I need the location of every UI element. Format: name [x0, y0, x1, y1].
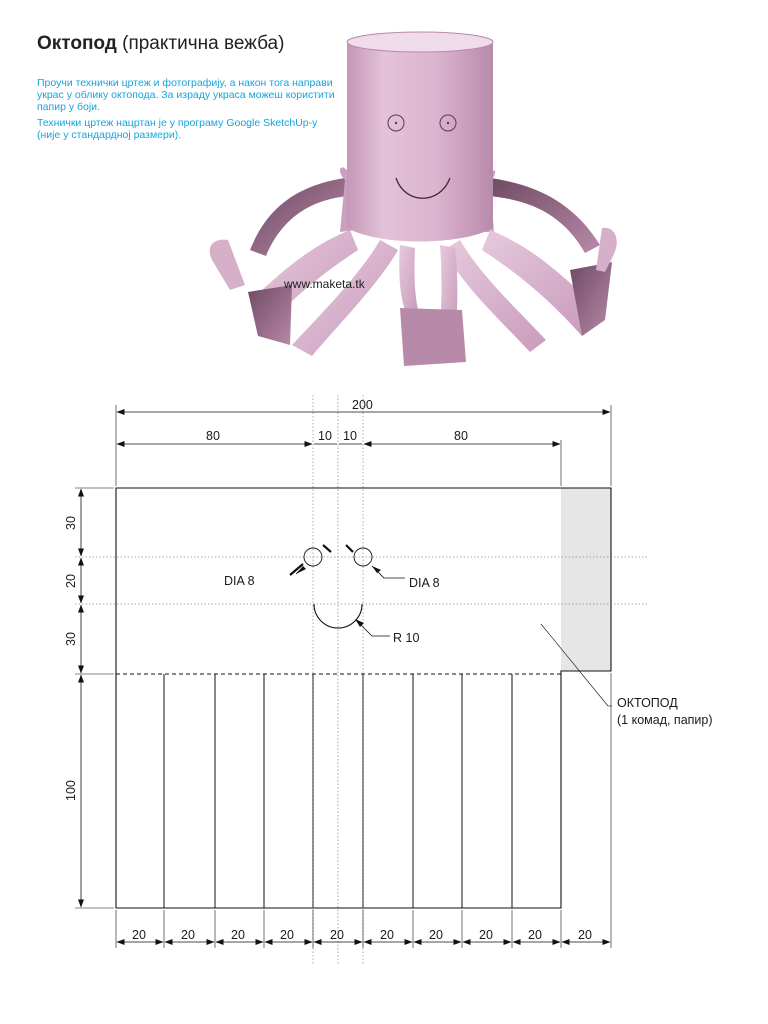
eye-left-label: DIA 8 [224, 574, 255, 588]
intro-paragraph-2: Технички цртеж нацртан је у програму Google SketchUp-у (није у стандардној размери). [37, 116, 318, 141]
strip-width-label: 20 [132, 928, 146, 942]
glue-tab [561, 488, 611, 671]
strip-width-labels [132, 928, 592, 942]
strip-width-label: 20 [429, 928, 443, 942]
dim-right: 80 [454, 429, 468, 443]
dim-v-top: 30 [64, 516, 78, 530]
title-rest: (практична вежба) [122, 33, 285, 54]
part-note: (1 комад, папир) [617, 713, 713, 727]
mouth-label: R 10 [393, 631, 420, 645]
strip-width-label: 20 [479, 928, 493, 942]
watermark: www.maketa.tk [284, 277, 365, 291]
strip-width-label: 20 [528, 928, 542, 942]
strip-width-label: 20 [578, 928, 592, 942]
dim-v-low: 30 [64, 632, 78, 646]
strip-width-label: 20 [280, 928, 294, 942]
strip-width-label: 20 [380, 928, 394, 942]
strip-width-label: 20 [231, 928, 245, 942]
dim-center-right: 10 [343, 429, 357, 443]
dim-total: 200 [352, 398, 373, 412]
title-bold: Октопод [37, 33, 117, 54]
eye-right-label: DIA 8 [409, 576, 440, 590]
part-name: ОКТОПОД [617, 696, 678, 710]
dim-center-left: 10 [318, 429, 332, 443]
dim-left: 80 [206, 429, 220, 443]
strip-width-label: 20 [181, 928, 195, 942]
dim-v-mid: 20 [64, 574, 78, 588]
intro-paragraph-1: Проучи технички цртеж и фотографију, а након тога направи украс у облику октопода. За израду украса можеш користити папир у боји. [37, 77, 335, 114]
dim-v-strips: 100 [64, 780, 78, 801]
strip-width-label: 20 [330, 928, 344, 942]
